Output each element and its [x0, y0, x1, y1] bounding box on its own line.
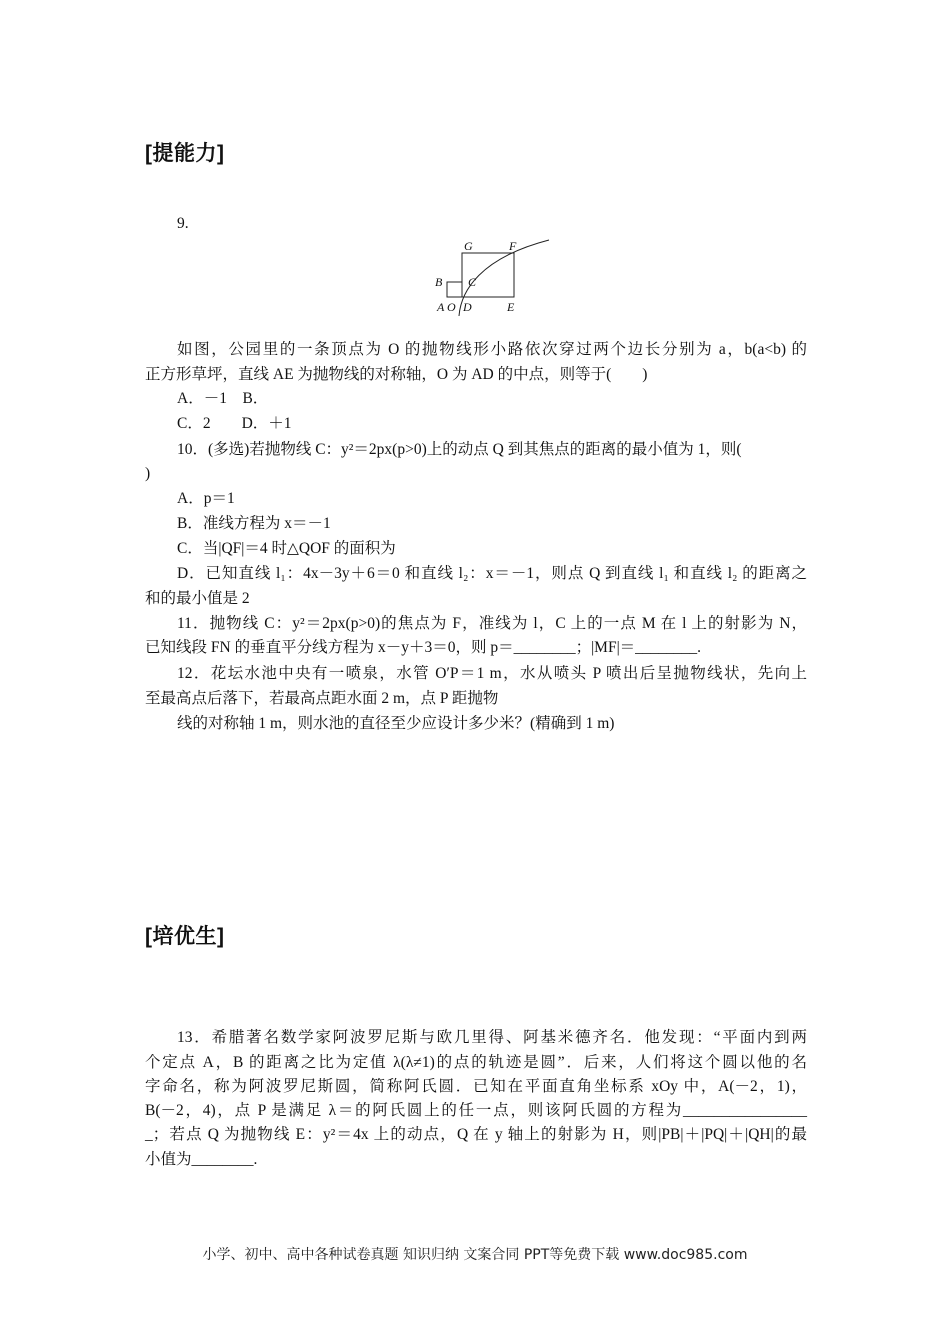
label-a: A [437, 300, 445, 314]
q13-stem-line-3: 字命名，称为阿波罗尼斯圆，简称阿氏圆．已知在平面直角坐标系 xOy 中，A(－2，1)， [145, 1078, 807, 1095]
q13-stem-line-1: 13．希腊著名数学家阿波罗尼斯与欧几里得、阿基米德齐名．他发现：“平面内到两 [177, 1029, 807, 1046]
q10-option-c: C．当|QF|＝4 时△QOF 的面积为 [177, 540, 396, 557]
label-g: G [464, 239, 473, 253]
q13-stem-line-4: B(－2，4)，点 P 是满足 λ＝的阿氏圆上的任一点，则该阿氏圆的方程为________________ [145, 1102, 807, 1119]
q9-number: 9. [177, 215, 189, 232]
q10-option-b: B．准线方程为 x＝－1 [177, 515, 331, 532]
label-o: O [447, 300, 456, 314]
q10-option-d-line-1: D．已知直线 l₁：4x－3y＋6＝0 和直线 l₂：x＝－1，则点 Q 到直线 l₁ 和直线 l₂ 的距离之 [177, 565, 807, 582]
q9-option-cd: C．2 D．＋1 [177, 415, 292, 432]
label-e: E [507, 300, 515, 314]
q9-option-ab: A．－1 B． [177, 390, 269, 407]
label-b: B [435, 275, 443, 289]
label-c: C [468, 275, 477, 289]
q10-stem-line-1: 10．(多选)若抛物线 C：y²＝2px(p>0)上的动点 Q 到其焦点的距离的最小值为 1，则( [177, 441, 742, 458]
q9-stem-line-1: 如图，公园里的一条顶点为 O 的抛物线形小路依次穿过两个边长分别为 a，b(a<b) 的 [177, 341, 807, 358]
section-heading-excel: [培优生] [145, 925, 225, 948]
section-heading-improve: [提能力] [145, 142, 225, 165]
q10-option-a: A．p＝1 [177, 490, 235, 507]
q9-stem-line-2: 正方形草坪，直线 AE 为抛物线的对称轴，O 为 AD 的中点，则等于( ) [145, 366, 648, 383]
page-footer: 小学、初中、高中各种试卷真题 知识归纳 文案合同 PPT等免费下载 www.doc985.com [202, 1247, 748, 1263]
label-f: F [509, 239, 517, 253]
q10-stem-line-2: ) [145, 465, 151, 482]
small-square [447, 282, 462, 297]
q12-stem-line-3: 线的对称轴 1 m，则水池的直径至少应设计多少米？(精确到 1 m) [177, 715, 615, 732]
q11-stem-line-1: 11．抛物线 C：y²＝2px(p>0)的焦点为 F，准线为 l，C 上的一点 M 在 l 上的射影为 N， [177, 615, 807, 632]
q12-stem-line-2: 至最高点后落下，若最高点距水面 2 m，点 P 距抛物 [145, 690, 499, 707]
q10-option-d-line-2: 和的最小值是 2 [145, 590, 250, 607]
parabola-squares-figure [425, 236, 555, 318]
label-d: D [463, 300, 472, 314]
q12-stem-line-1: 12．花坛水池中央有一喷泉，水管 O′P＝1 m，水从喷头 P 喷出后呈抛物线状，先向上 [177, 665, 807, 682]
q11-stem-line-2: 已知线段 FN 的垂直平分线方程为 x－y＋3＝0，则 p＝________；|MF|＝________. [145, 639, 702, 656]
q13-stem-line-6: 小值为________. [145, 1151, 258, 1168]
q13-stem-line-5: _；若点 Q 为抛物线 E：y²＝4x 上的动点，Q 在 y 轴上的射影为 H，则|PB|＋|PQ|＋|QH|的最 [145, 1126, 807, 1143]
q13-stem-line-2: 个定点 A，B 的距离之比为定值 λ(λ≠1)的点的轨迹是圆”．后来，人们将这个圆以他的名 [145, 1054, 807, 1071]
